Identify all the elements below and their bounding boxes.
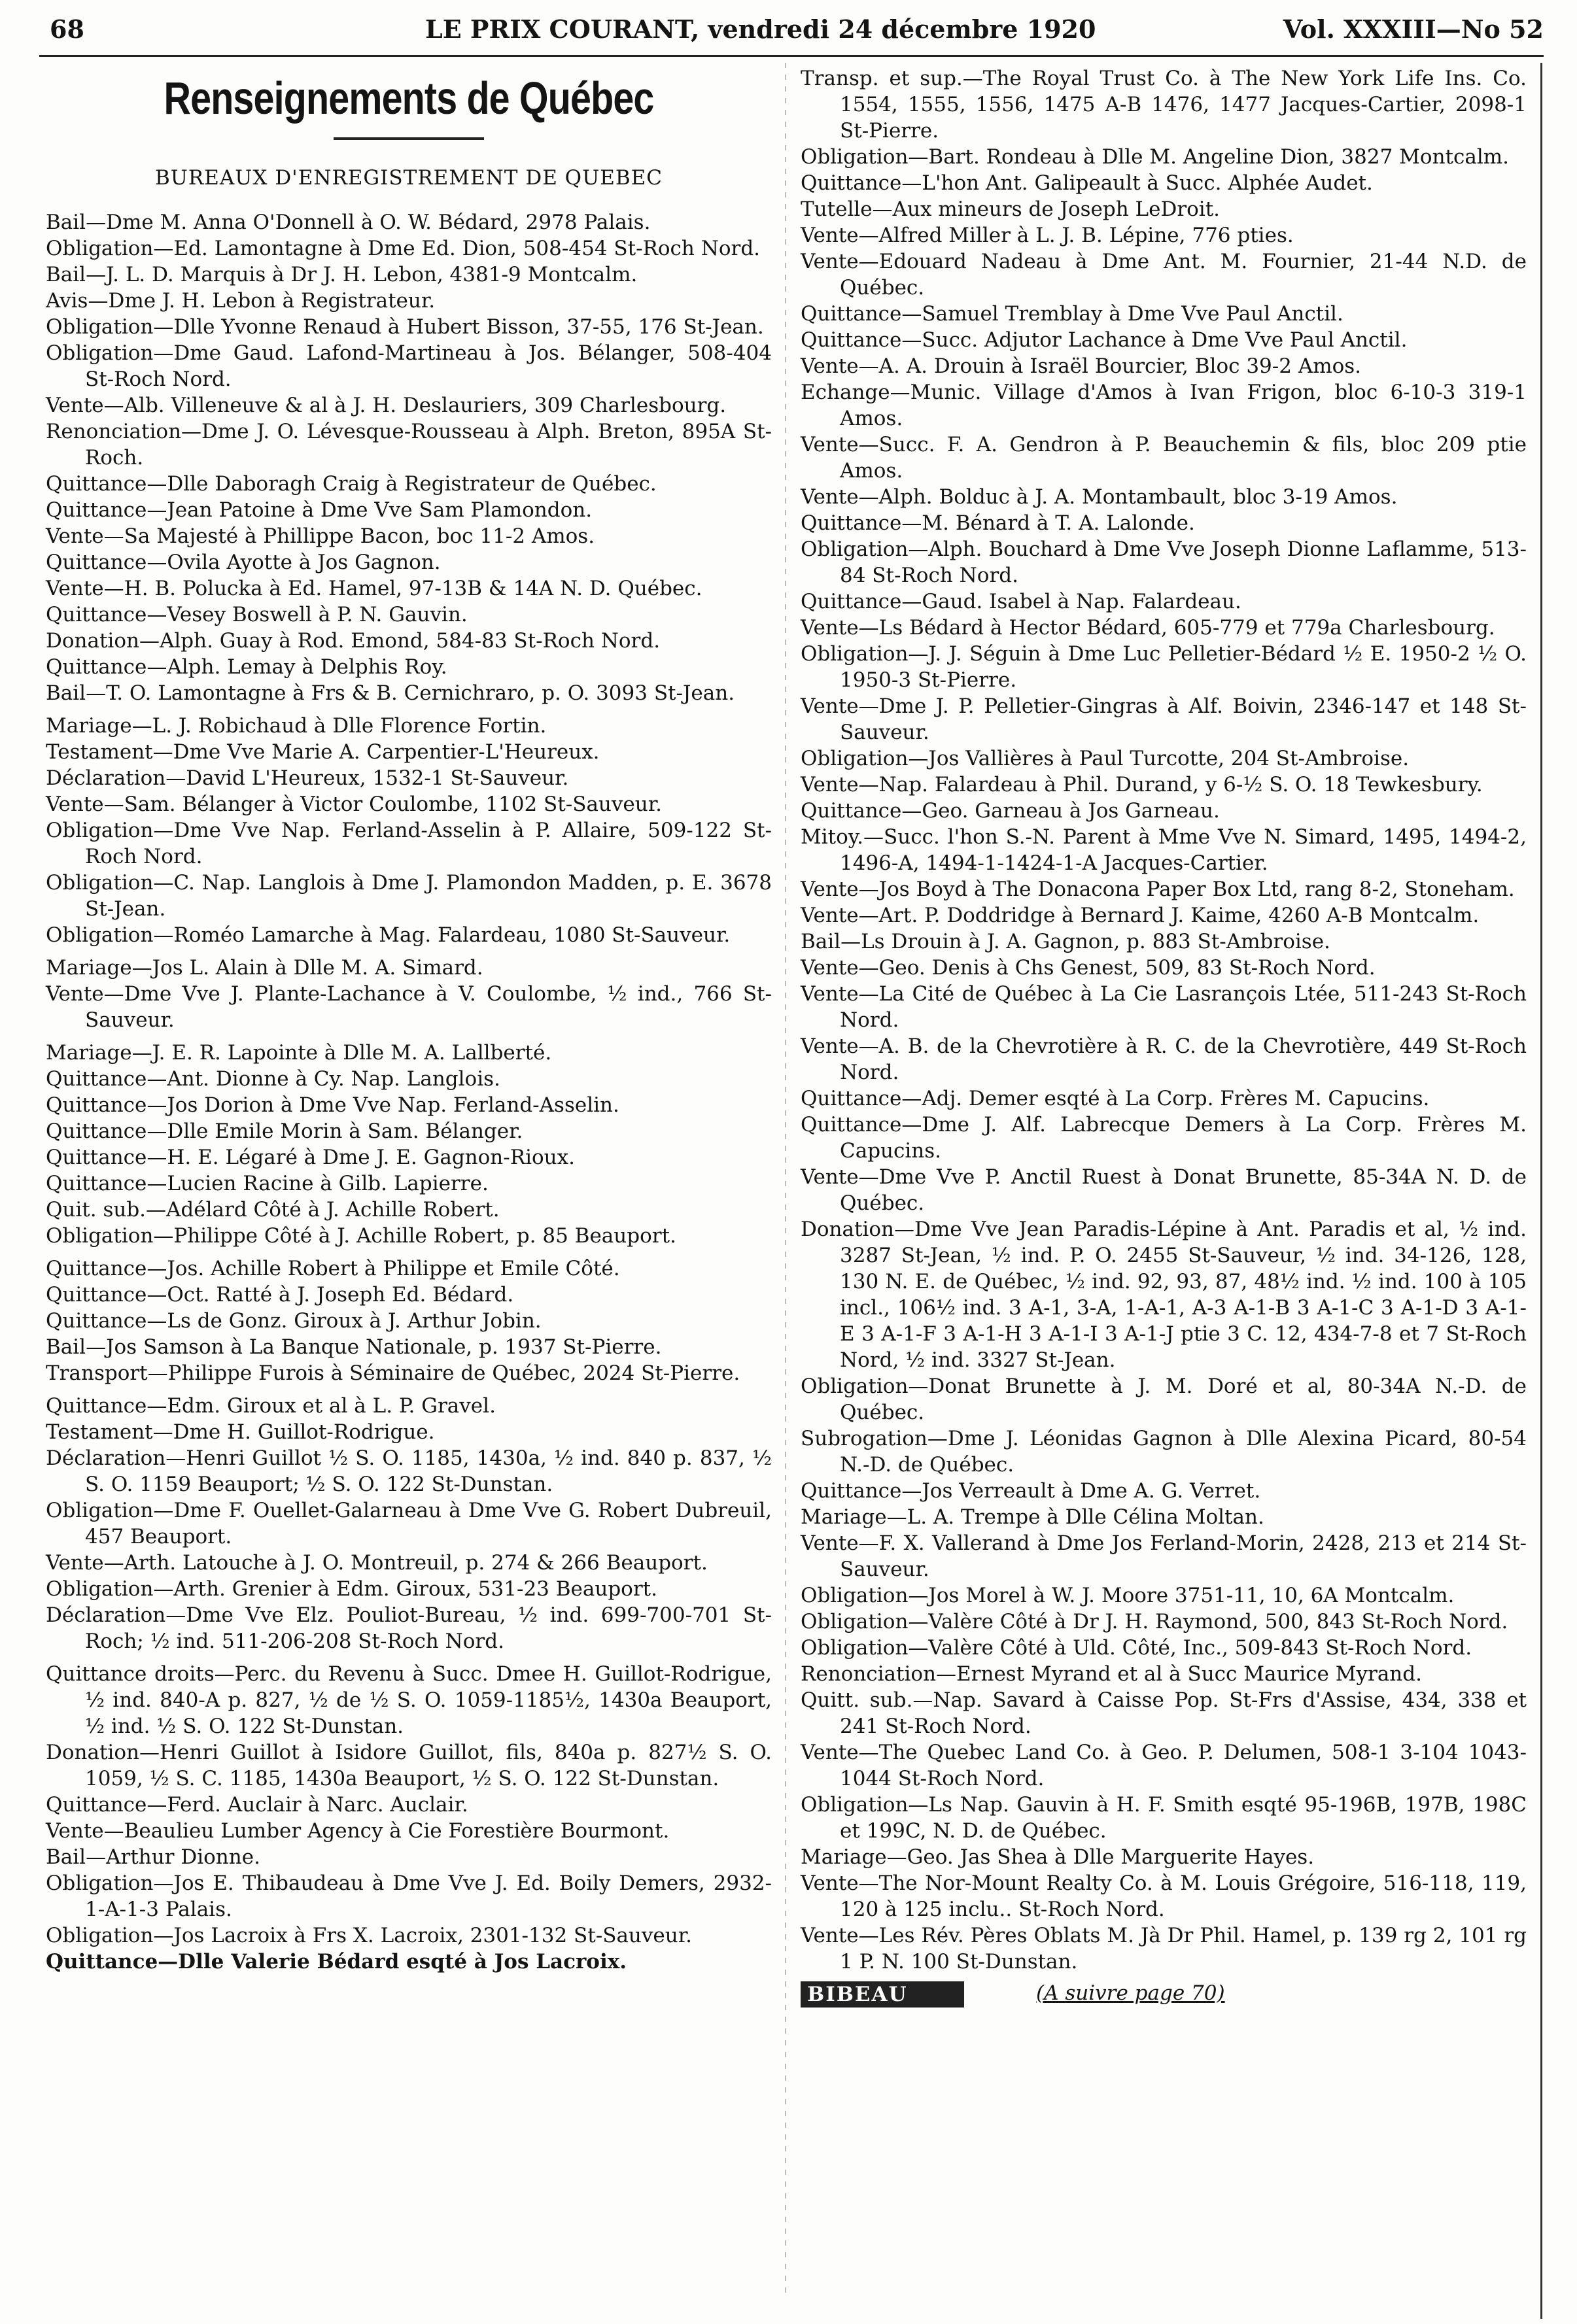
registry-entry: Obligation—Jos E. Thibaudeau à Dme Vve J. Ed. Boily Demers, 2932-1-A-1-3 Palais. — [46, 1871, 772, 1921]
registry-entry: Obligation—Ed. Lamontagne à Dme Ed. Dion, 508-454 St-Roch Nord. — [46, 237, 761, 260]
registry-entry: Obligation—Dme Gaud. Lafond-Martineau à Jos. Bélanger, 508-404 St-Roch Nord. — [46, 341, 772, 391]
page-number: 68 — [50, 14, 84, 44]
registry-entry: Bail—Arthur Dionne. — [46, 1845, 260, 1869]
registry-entry: Mariage—L. A. Trempe à Dlle Célina Moltan. — [801, 1505, 1264, 1529]
registry-entry: Vente—Geo. Denis à Chs Genest, 509, 83 St-Roch Nord. — [801, 956, 1376, 980]
registry-entry: Déclaration—David L'Heureux, 1532-1 St-Sauveur. — [46, 766, 569, 790]
registry-entry: Donation—Henri Guillot à Isidore Guillot, fils, 840a p. 827½ S. O. 1059, ½ S. C. 1185, 1430a Beauport, ½ S. O. 122 St-Dunstan. — [46, 1741, 772, 1790]
registry-entry: Quittance—Geo. Garneau à Jos Garneau. — [801, 799, 1220, 823]
registry-entry: Mariage—Jos L. Alain à Dlle M. A. Simard. — [46, 956, 483, 980]
registry-entry: Obligation—Bart. Rondeau à Dlle M. Angeline Dion, 3827 Montcalm. — [801, 145, 1510, 169]
registry-entry: Quittance—Jos Dorion à Dme Vve Nap. Ferland-Asselin. — [46, 1093, 619, 1117]
registry-entry: Quittance—Succ. Adjutor Lachance à Dme Vve Paul Anctil. — [801, 328, 1408, 352]
page-edge-rule — [1540, 63, 1542, 2319]
registry-entry: Vente—Alph. Bolduc à J. A. Montambault, bloc 3-19 Amos. — [801, 485, 1398, 509]
registry-entry: Obligation—Dme F. Ouellet-Galarneau à Dme Vve G. Robert Dubreuil, 457 Beauport. — [46, 1499, 772, 1548]
registry-entry: Obligation—Valère Côté à Uld. Côté, Inc., 509-843 St-Roch Nord. — [801, 1636, 1472, 1660]
registry-entry: Obligation—Jos Lacroix à Frs X. Lacroix, 2301-132 St-Sauveur. — [46, 1924, 692, 1947]
registry-entry: Mariage—L. J. Robichaud à Dlle Florence Fortin. — [46, 714, 547, 738]
registry-entry: Vente—Dme J. P. Pelletier-Gingras à Alf. Boivin, 2346-147 et 148 St-Sauveur. — [801, 694, 1527, 744]
registry-entry: Obligation—Dme Vve Nap. Ferland-Asselin à P. Allaire, 509-122 St-Roch Nord. — [46, 819, 772, 868]
registry-entry: Quittance—L'hon Ant. Galipeault à Succ. Alphée Audet. — [801, 171, 1373, 195]
registry-entry: Bail—Dme M. Anna O'Donnell à O. W. Bédard, 2978 Palais. — [46, 211, 651, 234]
registry-entry: Quittance—Oct. Ratté à J. Joseph Ed. Bédard. — [46, 1283, 514, 1307]
registry-entry: Avis—Dme J. H. Lebon à Registrateur. — [46, 289, 436, 313]
registry-entry: Obligation—Philippe Côté à J. Achille Robert, p. 85 Beauport. — [46, 1224, 676, 1248]
registry-entry: Quittance—Dme J. Alf. Labrecque Demers à La Corp. Frères M. Capucins. — [801, 1113, 1527, 1163]
left-column — [46, 65, 772, 1975]
registry-entry: Vente—Alfred Miller à L. J. B. Lépine, 776 pties. — [801, 224, 1294, 247]
registry-entry: Vente—Dme Vve J. Plante-Lachance à V. Coulombe, ½ ind., 766 St-Sauveur. — [46, 982, 772, 1032]
registry-entry: Vente—La Cité de Québec à La Cie Lasrançois Ltée, 511-243 St-Roch Nord. — [801, 982, 1527, 1032]
column-divider — [785, 63, 786, 2293]
registry-entry: Transport—Philippe Furois à Séminaire de Québec, 2024 St-Pierre. — [46, 1361, 740, 1385]
registry-entry: Mitoy.—Succ. l'hon S.-N. Parent à Mme Vve N. Simard, 1495, 1494-2, 1496-A, 1494-1-1424-1-A Jacques-Cartier. — [801, 825, 1527, 875]
registry-entry: Obligation—J. J. Séguin à Dme Luc Pelletier-Bédard ½ E. 1950-2 ½ O. 1950-3 St-Pierre. — [801, 642, 1527, 692]
registry-entry: Quittance droits—Perc. du Revenu à Succ. Dmee H. Guillot-Rodrigue, ½ ind. 840-A p. 827, ½ de ½ S. O. 1059-1185½, 1430a Beauport, ½ ind. ½ S. O. 122 St-Dunstan. — [46, 1662, 772, 1738]
registry-entry: Quittance—Jos. Achille Robert à Philippe et Emile Côté. — [46, 1257, 620, 1280]
publication-line: LE PRIX COURANT, vendredi 24 décembre 1920 — [425, 14, 1096, 44]
registry-entry: Renonciation—Ernest Myrand et al à Succ Maurice Myrand. — [801, 1662, 1422, 1686]
registry-entry: Quittance—Alph. Lemay à Delphis Roy. — [46, 655, 447, 679]
registry-entry: Quit. sub.—Adélard Côté à J. Achille Robert. — [46, 1198, 500, 1222]
registry-entry: Vente—Alb. Villeneuve & al à J. H. Deslauriers, 309 Charlesbourg. — [46, 394, 727, 417]
registry-entry: Vente—Beaulieu Lumber Agency à Cie Forestière Bourmont. — [46, 1819, 670, 1843]
registry-entry: Obligation—Donat Brunette à J. M. Doré et al, 80-34A N.-D. de Québec. — [801, 1375, 1527, 1424]
section-heading: BUREAUX D'ENREGISTREMENT DE QUEBEC — [155, 166, 663, 190]
registry-entry: Vente—Edouard Nadeau à Dme Ant. M. Fournier, 21-44 N.D. de Québec. — [801, 250, 1527, 299]
registry-entry: Quittance—Vesey Boswell à P. N. Gauvin. — [46, 603, 468, 626]
registry-entry: Vente—F. X. Vallerand à Dme Jos Ferland-Morin, 2428, 213 et 214 St-Sauveur. — [801, 1531, 1527, 1581]
page-header — [39, 9, 1544, 57]
registry-entry: Bail—Ls Drouin à J. A. Gagnon, p. 883 St-Ambroise. — [801, 930, 1330, 953]
registry-entry: Tutelle—Aux mineurs de Joseph LeDroit. — [801, 197, 1221, 221]
registry-entry: Vente—Sam. Bélanger à Victor Coulombe, 1102 St-Sauveur. — [46, 793, 662, 816]
registry-entry: Bail—T. O. Lamontagne à Frs & B. Cernichraro, p. O. 3093 St-Jean. — [46, 681, 735, 705]
footer-row — [801, 1980, 1527, 2013]
registry-entry: Vente—A. B. de la Chevrotière à R. C. de la Chevrotière, 449 St-Roch Nord. — [801, 1034, 1527, 1084]
registry-entry: Testament—Dme H. Guillot-Rodrigue. — [46, 1420, 435, 1444]
registry-entry: Quittance—Gaud. Isabel à Nap. Falardeau. — [801, 590, 1241, 613]
registry-entry: Bail—J. L. D. Marquis à Dr J. H. Lebon, 4381-9 Montcalm. — [46, 263, 638, 286]
registry-entry: Obligation—Roméo Lamarche à Mag. Falardeau, 1080 St-Sauveur. — [46, 923, 731, 947]
registry-entry: Quittance—Lucien Racine à Gilb. Lapierre. — [46, 1172, 489, 1195]
registry-entry: Subrogation—Dme J. Léonidas Gagnon à Dlle Alexina Picard, 80-54 N.-D. de Québec. — [801, 1427, 1527, 1477]
registry-entry: Vente—Jos Boyd à The Donacona Paper Box Ltd, rang 8-2, Stoneham. — [801, 878, 1515, 901]
registry-entry: Vente—The Quebec Land Co. à Geo. P. Delumen, 508-1 3-104 1043-1044 St-Roch Nord. — [801, 1741, 1527, 1790]
registry-entry: Obligation—Jos Vallières à Paul Turcotte, 204 St-Ambroise. — [801, 747, 1410, 770]
registry-entry: Quittance—Dlle Daboragh Craig à Registrateur de Québec. — [46, 472, 657, 496]
page-title: Renseignements de Québec — [164, 73, 654, 124]
registry-entry: Quittance—Jos Verreault à Dme A. G. Verret. — [801, 1479, 1261, 1503]
registry-entry: Vente—Ls Bédard à Hector Bédard, 605-779 et 779a Charlesbourg. — [801, 616, 1495, 640]
blot-text: BIBEAU — [807, 1983, 908, 2006]
registry-entry: Vente—A. A. Drouin à Israël Bourcier, Bloc 39-2 Amos. — [801, 354, 1362, 378]
registry-entry: Quittance—Ovila Ayotte à Jos Gagnon. — [46, 551, 441, 574]
registry-entry: Quitt. sub.—Nap. Savard à Caisse Pop. St-Frs d'Assise, 434, 338 et 241 St-Roch Nord. — [801, 1688, 1527, 1738]
registry-entry: Vente—Dme Vve P. Anctil Ruest à Donat Brunette, 85-34A N. D. de Québec. — [801, 1165, 1527, 1215]
registry-entry: Quittance—Dlle Emile Morin à Sam. Bélanger. — [46, 1119, 523, 1143]
continuation-note: (A suivre page 70) — [1036, 1981, 1225, 2005]
registry-entry: Obligation—Valère Côté à Dr J. H. Raymond, 500, 843 St-Roch Nord. — [801, 1610, 1508, 1633]
title-divider — [334, 137, 484, 140]
registry-entry: Déclaration—Dme Vve Elz. Pouliot-Bureau, ½ ind. 699-700-701 St-Roch; ½ ind. 511-206-208 St-Roch Nord. — [46, 1603, 772, 1653]
registry-entry: Vente—Succ. F. A. Gendron à P. Beauchemin & fils, bloc 209 ptie Amos. — [801, 433, 1527, 483]
registry-entry: Quittance—Ant. Dionne à Cy. Nap. Langlois. — [46, 1067, 500, 1091]
registry-entry: Déclaration—Henri Guillot ½ S. O. 1185, 1430a, ½ ind. 840 p. 837, ½ S. O. 1159 Beauport; ½ S. O. 122 St-Dunstan. — [46, 1446, 772, 1496]
registry-entry: Bail—Jos Samson à La Banque Nationale, p. 1937 St-Pierre. — [46, 1335, 662, 1359]
registry-entry: Transp. et sup.—The Royal Trust Co. à The New York Life Ins. Co. 1554, 1555, 1556, 1475 A-B 1476, 1477 Jacques-Cartier, 2098-1 St-Pierre. — [801, 67, 1527, 143]
registry-entry: Obligation—Dlle Yvonne Renaud à Hubert Bisson, 37-55, 176 St-Jean. — [46, 315, 764, 339]
registry-entry: Quittance—Jean Patoine à Dme Vve Sam Plamondon. — [46, 498, 593, 522]
registry-entry: Obligation—Jos Morel à W. J. Moore 3751-11, 10, 6A Montcalm. — [801, 1584, 1455, 1607]
registry-entry: Vente—Arth. Latouche à J. O. Montreuil, p. 274 & 266 Beauport. — [46, 1551, 708, 1575]
registry-entry: Vente—The Nor-Mount Realty Co. à M. Louis Grégoire, 516-118, 119, 120 à 125 inclu.. St-Roch Nord. — [801, 1871, 1527, 1921]
right-column — [801, 65, 1527, 2013]
registry-entry: Donation—Alph. Guay à Rod. Emond, 584-83 St-Roch Nord. — [46, 629, 661, 653]
right-entry-list — [801, 65, 1527, 1975]
registry-entry: Quittance—Edm. Giroux et al à L. P. Gravel. — [46, 1394, 496, 1418]
registry-entry: Obligation—C. Nap. Langlois à Dme J. Plamondon Madden, p. E. 3678 St-Jean. — [46, 871, 772, 921]
registry-entry: Vente—H. B. Polucka à Ed. Hamel, 97-13B & 14A N. D. Québec. — [46, 577, 702, 600]
registry-entry: Testament—Dme Vve Marie A. Carpentier-L'Heureux. — [46, 740, 600, 764]
registry-entry: Vente—Nap. Falardeau à Phil. Durand, y 6-½ S. O. 18 Tewkesbury. — [801, 773, 1483, 796]
volume-number: Vol. XXXIII—No 52 — [1283, 14, 1544, 44]
registry-entry: Obligation—Ls Nap. Gauvin à H. F. Smith esqté 95-196B, 197B, 198C et 199C, N. D. de Québec. — [801, 1793, 1527, 1843]
registry-entry: Echange—Munic. Village d'Amos à Ivan Frigon, bloc 6-10-3 319-1 Amos. — [801, 381, 1527, 430]
registry-entry: Obligation—Arth. Grenier à Edm. Giroux, 531-23 Beauport. — [46, 1577, 657, 1601]
registry-entry: Quittance—Samuel Tremblay à Dme Vve Paul Anctil. — [801, 302, 1343, 326]
registry-entry: Mariage—J. E. R. Lapointe à Dlle M. A. Lallberté. — [46, 1041, 552, 1065]
registry-entry: Vente—Art. P. Doddridge à Bernard J. Kaime, 4260 A-B Montcalm. — [801, 904, 1480, 927]
registry-entry: Quittance—Dlle Valerie Bédard esqté à Jos Lacroix. — [46, 1950, 627, 1974]
registry-entry: Quittance—Ferd. Auclair à Narc. Auclair. — [46, 1793, 468, 1817]
registry-entry: Quittance—Ls de Gonz. Giroux à J. Arthur Jobin. — [46, 1309, 542, 1333]
left-entry-list — [46, 209, 772, 1975]
registry-entry: Donation—Dme Vve Jean Paradis-Lépine à Ant. Paradis et al, ½ ind. 3287 St-Jean, ½ ind. P. O. 2455 St-Sauveur, ½ ind. 34-126, 128, 130 N. E. de Québec, ½ ind. 92, 93, 87, 48½ ind. ½ ind. 100 à 105 incl., 106½ ind. 3 A-1, 3-A, 1-A-1, A-3 A-1-B 3 A-1-C 3 A-1-D 3 A-1-E 3 A-1-F 3 A-1-H 3 A-1-I 3 A-1-J ptie 3 C. 12, 434-7-8 et 7 St-Roch Nord, ½ ind. 3327 St-Jean. — [801, 1218, 1527, 1372]
registry-entry: Quittance—Adj. Demer esqté à La Corp. Frères M. Capucins. — [801, 1087, 1430, 1110]
registry-entry: Renonciation—Dme J. O. Lévesque-Rousseau à Alph. Breton, 895A St-Roch. — [46, 420, 772, 470]
registry-entry: Vente—Les Rév. Pères Oblats M. Jà Dr Phil. Hamel, p. 139 rg 2, 101 rg 1 P. N. 100 St-Dunstan. — [801, 1924, 1527, 1974]
registry-entry: Quittance—M. Bénard à T. A. Lalonde. — [801, 511, 1195, 535]
registry-entry: Quittance—H. E. Légaré à Dme J. E. Gagnon-Rioux. — [46, 1146, 575, 1169]
registry-entry: Mariage—Geo. Jas Shea à Dlle Marguerite Hayes. — [801, 1845, 1315, 1869]
registry-entry: Obligation—Alph. Bouchard à Dme Vve Joseph Dionne Laflamme, 513-84 St-Roch Nord. — [801, 538, 1527, 587]
registry-entry: Vente—Sa Majesté à Phillippe Bacon, boc 11-2 Amos. — [46, 524, 595, 548]
